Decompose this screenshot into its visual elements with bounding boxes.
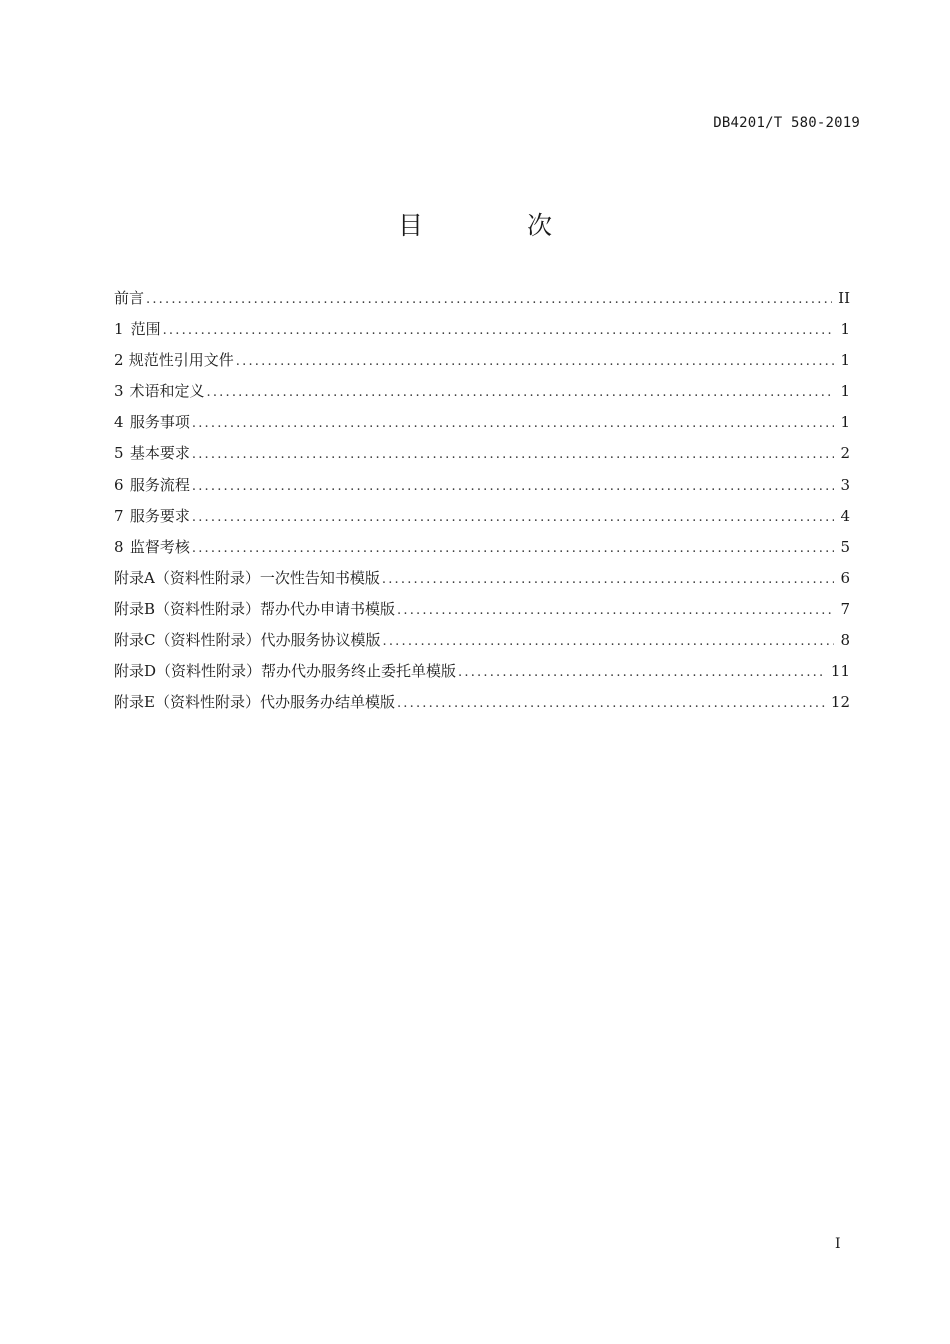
- toc-entry-page: 12: [830, 693, 850, 712]
- toc-entry-title: 帮办代办申请书模版: [260, 599, 396, 618]
- toc-entry[interactable]: [114, 659, 850, 690]
- toc-entry-title: 代办服务协议模版: [260, 631, 381, 650]
- toc-entry-page: 11: [830, 662, 850, 681]
- toc-entry[interactable]: [114, 473, 850, 504]
- toc-entry-title: 前言: [114, 289, 145, 307]
- table-of-contents: [114, 286, 850, 721]
- toc-entry[interactable]: [114, 504, 850, 535]
- toc-entry-number: 1: [114, 320, 124, 339]
- toc-dot-leader: [192, 506, 834, 530]
- toc-dot-leader: [236, 350, 834, 374]
- toc-dot-leader: [163, 319, 834, 343]
- toc-entry-title: 一次性告知书模版: [259, 568, 380, 587]
- toc-entry-title: 基本要求: [129, 444, 190, 463]
- toc-entry-page: 1: [840, 320, 850, 339]
- document-code: DB4201/T 580-2019: [713, 115, 860, 131]
- toc-entry-page: 6: [840, 568, 850, 587]
- toc-entry[interactable]: [114, 348, 850, 379]
- toc-entry-number: 6: [114, 475, 124, 494]
- toc-dot-leader: [146, 288, 832, 312]
- toc-dot-leader: [207, 381, 835, 405]
- toc-entry-page: 1: [840, 382, 850, 401]
- toc-entry-title: 服务事项: [129, 413, 190, 432]
- toc-dot-leader: [397, 692, 825, 716]
- toc-entry-appendix-label: 附录A（资料性附录）: [114, 568, 260, 587]
- toc-entry-title: 范围: [130, 320, 161, 339]
- toc-entry[interactable]: [114, 317, 850, 348]
- toc-entry[interactable]: [114, 566, 850, 597]
- toc-entry-title: 服务要求: [129, 506, 190, 525]
- toc-entry[interactable]: [114, 535, 850, 566]
- toc-dot-leader: [383, 630, 835, 654]
- toc-dot-leader: [192, 412, 834, 436]
- toc-entry-page: 8: [840, 631, 850, 650]
- toc-entry-title: 帮办代办服务终止委托单模版: [261, 662, 457, 681]
- toc-entry-appendix-label: 附录C（资料性附录）: [114, 631, 261, 650]
- toc-entry-appendix-label: 附录E（资料性附录）: [114, 693, 260, 712]
- toc-entry[interactable]: [114, 410, 850, 441]
- page-number: I: [835, 1236, 841, 1252]
- toc-entry[interactable]: [114, 628, 850, 659]
- toc-entry-title: 规范性引用文件: [128, 351, 234, 370]
- toc-dot-leader: [458, 661, 825, 685]
- toc-entry-number: 4: [114, 413, 124, 432]
- toc-dot-leader: [382, 568, 834, 592]
- toc-title: 目 次: [398, 211, 600, 240]
- toc-entry-title: 术语和定义: [129, 382, 205, 401]
- toc-entry-number: 2: [114, 351, 124, 370]
- toc-entry-page: 7: [840, 599, 850, 618]
- toc-entry-page: 1: [840, 351, 850, 370]
- toc-entry-page: 1: [840, 413, 850, 432]
- toc-dot-leader: [192, 443, 834, 467]
- toc-entry-number: 3: [114, 382, 124, 401]
- toc-entry[interactable]: [114, 690, 850, 721]
- toc-entry-page: 4: [840, 506, 850, 525]
- toc-entry-number: 5: [114, 444, 124, 463]
- toc-entry-page: 5: [840, 537, 850, 556]
- toc-entry-page: II: [838, 289, 850, 307]
- toc-entry[interactable]: [114, 441, 850, 472]
- toc-entry-appendix-label: 附录D（资料性附录）: [114, 662, 262, 681]
- toc-entry-number: 7: [114, 506, 124, 525]
- toc-entry-page: 2: [840, 444, 850, 463]
- toc-entry-title: 监督考核: [129, 537, 190, 556]
- toc-entry[interactable]: [114, 379, 850, 410]
- toc-entry-number: 8: [114, 537, 124, 556]
- toc-dot-leader: [192, 475, 834, 499]
- toc-entry-appendix-label: 附录B（资料性附录）: [114, 599, 261, 618]
- toc-dot-leader: [397, 599, 834, 623]
- toc-entry-page: 3: [840, 475, 850, 494]
- toc-entry[interactable]: [114, 597, 850, 628]
- toc-entry-title: 服务流程: [129, 475, 190, 494]
- toc-entry[interactable]: [114, 286, 850, 317]
- toc-entry-title: 代办服务办结单模版: [259, 693, 395, 712]
- toc-dot-leader: [192, 537, 834, 561]
